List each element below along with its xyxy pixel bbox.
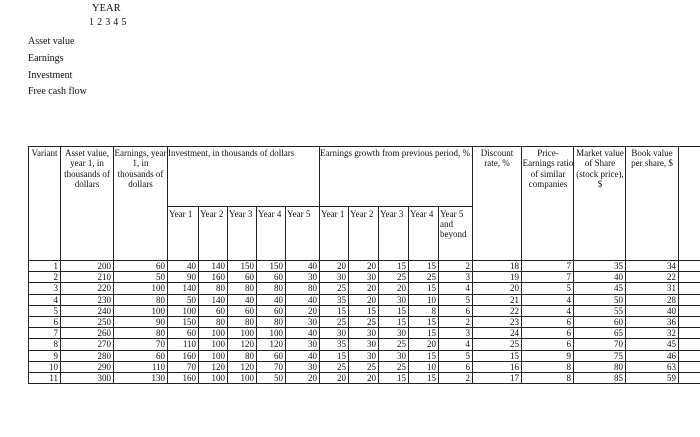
table-cell: 6 xyxy=(566,339,571,350)
table-cell: 20 xyxy=(337,373,346,383)
table-cell: 4 xyxy=(566,294,571,305)
table-cell: 50 xyxy=(187,294,196,305)
table-cell: 23 xyxy=(510,317,519,327)
table-cell: 280 xyxy=(97,350,111,361)
table-cell: 15 xyxy=(397,317,406,327)
table-cell: 20 xyxy=(367,373,376,383)
table-cell: 4 xyxy=(465,283,470,294)
table-cell: 30 xyxy=(367,328,376,339)
investment-label: Investment xyxy=(28,70,73,81)
table-cell: 70 xyxy=(156,339,165,350)
table-cell: 3 xyxy=(465,272,470,283)
table-cell: 5 xyxy=(465,350,470,361)
table-cell: 6 xyxy=(465,305,470,316)
header-book-value: Book value per share, $ xyxy=(631,148,673,169)
table-cell: 130 xyxy=(151,373,165,383)
table-cell: 15 xyxy=(397,373,406,383)
row-variant-cell: 3 xyxy=(53,283,58,294)
subheader-growth-year: Year 3 xyxy=(380,209,404,219)
row-variant-cell: 8 xyxy=(53,339,58,350)
table-cell: 100 xyxy=(211,373,225,383)
table-cell: 20 xyxy=(397,283,406,294)
table-cell: 10 xyxy=(427,294,436,305)
year-title: YEAR xyxy=(92,3,121,14)
row-variant-cell: 9 xyxy=(53,350,58,361)
table-cell: 30 xyxy=(337,272,346,283)
table-cell: 25 xyxy=(510,339,519,350)
table-cell: 150 xyxy=(269,261,283,271)
table-cell: 10 xyxy=(427,361,436,372)
table-cell: 4 xyxy=(465,339,470,350)
table-cell: 60 xyxy=(274,350,283,361)
table-cell: 160 xyxy=(211,272,225,283)
table-cell: 100 xyxy=(182,305,196,316)
table-cell: 70 xyxy=(614,339,623,350)
table-cell: 20 xyxy=(427,339,436,350)
table-cell: 35 xyxy=(337,339,346,350)
table-cell: 60 xyxy=(274,305,283,316)
grid-line xyxy=(28,383,700,384)
table-cell: 40 xyxy=(614,272,623,283)
table-cell: 20 xyxy=(367,294,376,305)
table-cell: 50 xyxy=(274,373,283,383)
table-cell: 100 xyxy=(151,305,165,316)
subheader-investment-year: Year 5 xyxy=(287,209,311,219)
table-cell: 65 xyxy=(614,328,623,339)
table-cell: 80 xyxy=(614,361,623,372)
earnings-label: Earnings xyxy=(28,53,64,64)
table-cell: 25 xyxy=(367,317,376,327)
table-cell: 15 xyxy=(427,350,436,361)
header-earnings-growth: Earnings growth from previous period, % xyxy=(320,148,470,158)
table-cell: 120 xyxy=(211,361,225,372)
table-cell: 40 xyxy=(308,294,317,305)
header-investment: Investment, in thousands of dollars xyxy=(168,148,295,158)
table-cell: 110 xyxy=(151,361,165,372)
table-cell: 45 xyxy=(614,283,623,294)
table-cell: 20 xyxy=(367,283,376,294)
table-cell: 20 xyxy=(367,261,376,271)
table-cell: 220 xyxy=(97,283,111,294)
table-cell: 70 xyxy=(187,361,196,372)
table-cell: 19 xyxy=(510,272,519,283)
table-cell: 290 xyxy=(97,361,111,372)
table-cell: 30 xyxy=(308,339,317,350)
table-cell: 150 xyxy=(240,261,254,271)
table-cell: 60 xyxy=(187,328,196,339)
table-cell: 140 xyxy=(211,294,225,305)
table-cell: 30 xyxy=(367,350,376,361)
table-cell: 25 xyxy=(337,283,346,294)
table-cell: 80 xyxy=(216,283,225,294)
table-cell: 16 xyxy=(510,361,519,372)
table-cell: 210 xyxy=(97,272,111,283)
table-cell: 80 xyxy=(274,283,283,294)
table-cell: 40 xyxy=(274,294,283,305)
table-cell: 20 xyxy=(308,305,317,316)
table-cell: 160 xyxy=(182,373,196,383)
table-cell: 25 xyxy=(397,339,406,350)
table-cell: 6 xyxy=(566,328,571,339)
row-variant-cell: 4 xyxy=(53,294,58,305)
table-cell: 100 xyxy=(269,328,283,339)
table-cell: 100 xyxy=(151,283,165,294)
table-cell: 35 xyxy=(337,294,346,305)
table-cell: 50 xyxy=(156,272,165,283)
table-cell: 34 xyxy=(667,261,676,271)
table-cell: 80 xyxy=(216,317,225,327)
row-variant-cell: 2 xyxy=(53,272,58,283)
table-cell: 2 xyxy=(465,373,470,383)
table-cell: 25 xyxy=(427,272,436,283)
subheader-growth-year: Year 2 xyxy=(350,209,374,219)
table-cell: 60 xyxy=(156,261,165,271)
table-cell: 50 xyxy=(614,294,623,305)
table-cell: 80 xyxy=(274,317,283,327)
table-cell: 15 xyxy=(367,305,376,316)
year-numbers: 1 2 3 4 5 xyxy=(89,17,127,28)
table-cell: 25 xyxy=(337,317,346,327)
table-cell: 40 xyxy=(308,328,317,339)
header-asset-value: Asset value, year 1, in thousands of dollars xyxy=(64,148,110,190)
table-cell: 30 xyxy=(308,272,317,283)
table-cell: 2 xyxy=(465,317,470,327)
table-cell: 36 xyxy=(667,317,676,327)
subheader-investment-year: Year 1 xyxy=(169,209,193,219)
table-cell: 40 xyxy=(308,350,317,361)
table-cell: 15 xyxy=(427,373,436,383)
table-cell: 15 xyxy=(427,261,436,271)
table-cell: 90 xyxy=(156,317,165,327)
subheader-growth-year: Year 1 xyxy=(321,209,345,219)
table-cell: 140 xyxy=(182,283,196,294)
table-cell: 80 xyxy=(245,350,254,361)
table-cell: 15 xyxy=(427,317,436,327)
table-cell: 55 xyxy=(614,305,623,316)
table-cell: 18 xyxy=(510,261,519,271)
table-cell: 40 xyxy=(667,305,676,316)
table-cell: 20 xyxy=(510,283,519,294)
header-discount-rate: Discount rate, % xyxy=(480,148,514,169)
table-cell: 80 xyxy=(156,328,165,339)
table-cell: 8 xyxy=(431,305,436,316)
table-cell: 30 xyxy=(308,361,317,372)
table-cell: 63 xyxy=(667,361,676,372)
table-cell: 24 xyxy=(510,328,519,339)
table-cell: 22 xyxy=(667,272,676,283)
subheader-investment-year: Year 2 xyxy=(200,209,224,219)
table-cell: 70 xyxy=(274,361,283,372)
table-cell: 30 xyxy=(397,328,406,339)
table-cell: 110 xyxy=(182,339,196,350)
grid-line xyxy=(678,146,679,384)
table-cell: 8 xyxy=(566,373,571,383)
table-cell: 21 xyxy=(510,294,519,305)
table-cell: 85 xyxy=(614,373,623,383)
table-cell: 120 xyxy=(240,339,254,350)
row-variant-cell: 11 xyxy=(49,373,58,383)
row-variant-cell: 5 xyxy=(53,305,58,316)
table-cell: 25 xyxy=(367,361,376,372)
table-cell: 60 xyxy=(274,272,283,283)
header-pe-ratio: Price-Earnings ratio of similar companies xyxy=(522,148,574,190)
table-cell: 60 xyxy=(614,317,623,327)
table-cell: 160 xyxy=(182,350,196,361)
header-earnings: Earnings, year 1, in thousands of dollars xyxy=(114,148,167,190)
subheader-growth-year: Year 5 and beyond xyxy=(440,209,467,239)
subheader-investment-year: Year 4 xyxy=(258,209,282,219)
table-cell: 5 xyxy=(566,283,571,294)
subheader-growth-year: Year 4 xyxy=(410,209,434,219)
table-cell: 30 xyxy=(308,317,317,327)
table-cell: 35 xyxy=(614,261,623,271)
row-variant-cell: 7 xyxy=(53,328,58,339)
table-cell: 9 xyxy=(566,350,571,361)
row-variant-cell: 1 xyxy=(53,261,58,271)
table-cell: 240 xyxy=(97,305,111,316)
table-cell: 100 xyxy=(240,328,254,339)
table-cell: 140 xyxy=(211,261,225,271)
table-cell: 15 xyxy=(510,350,519,361)
table-cell: 4 xyxy=(566,305,571,316)
table-cell: 15 xyxy=(397,305,406,316)
table-cell: 15 xyxy=(427,283,436,294)
table-cell: 45 xyxy=(667,339,676,350)
table-cell: 22 xyxy=(510,305,519,316)
table-cell: 30 xyxy=(397,294,406,305)
table-cell: 90 xyxy=(187,272,196,283)
free-cash-flow-label: Free cash flow xyxy=(28,86,87,97)
table-cell: 5 xyxy=(465,294,470,305)
table-cell: 120 xyxy=(240,361,254,372)
table-cell: 80 xyxy=(245,317,254,327)
table-cell: 300 xyxy=(97,373,111,383)
table-cell: 8 xyxy=(566,361,571,372)
table-cell: 40 xyxy=(187,261,196,271)
table-cell: 3 xyxy=(465,328,470,339)
table-cell: 15 xyxy=(337,350,346,361)
table-cell: 30 xyxy=(397,350,406,361)
table-cell: 60 xyxy=(156,350,165,361)
table-cell: 60 xyxy=(245,272,254,283)
header-market-value: Market value of Share (stock price), $ xyxy=(576,148,624,190)
table-cell: 100 xyxy=(240,373,254,383)
table-cell: 7 xyxy=(566,272,571,283)
table-cell: 40 xyxy=(245,294,254,305)
table-cell: 200 xyxy=(97,261,111,271)
table-cell: 59 xyxy=(667,373,676,383)
asset-value-label: Asset value xyxy=(28,36,75,47)
row-variant-cell: 10 xyxy=(49,361,58,372)
table-cell: 80 xyxy=(245,283,254,294)
table-cell: 150 xyxy=(182,317,196,327)
table-cell: 6 xyxy=(465,361,470,372)
table-cell: 30 xyxy=(367,339,376,350)
subheader-investment-year: Year 3 xyxy=(229,209,253,219)
table-cell: 46 xyxy=(667,350,676,361)
table-cell: 20 xyxy=(308,373,317,383)
table-cell: 31 xyxy=(667,283,676,294)
table-cell: 28 xyxy=(667,294,676,305)
table-cell: 30 xyxy=(367,272,376,283)
table-cell: 60 xyxy=(245,305,254,316)
table-cell: 270 xyxy=(97,339,111,350)
table-cell: 100 xyxy=(211,339,225,350)
table-cell: 7 xyxy=(566,261,571,271)
table-cell: 2 xyxy=(465,261,470,271)
table-cell: 25 xyxy=(397,272,406,283)
table-cell: 40 xyxy=(308,261,317,271)
table-cell: 6 xyxy=(566,317,571,327)
table-cell: 25 xyxy=(337,361,346,372)
table-cell: 75 xyxy=(614,350,623,361)
table-cell: 230 xyxy=(97,294,111,305)
table-cell: 17 xyxy=(510,373,519,383)
table-cell: 100 xyxy=(211,350,225,361)
grid-line xyxy=(28,146,700,147)
table-cell: 30 xyxy=(337,328,346,339)
table-cell: 20 xyxy=(337,261,346,271)
table-cell: 25 xyxy=(397,361,406,372)
table-cell: 60 xyxy=(216,305,225,316)
table-cell: 15 xyxy=(427,328,436,339)
table-cell: 15 xyxy=(337,305,346,316)
table-cell: 120 xyxy=(269,339,283,350)
table-cell: 15 xyxy=(397,261,406,271)
table-cell: 250 xyxy=(97,317,111,327)
table-cell: 80 xyxy=(308,283,317,294)
table-cell: 32 xyxy=(667,328,676,339)
header-variant: Variant xyxy=(31,148,58,158)
table-cell: 260 xyxy=(97,328,111,339)
table-cell: 80 xyxy=(156,294,165,305)
row-variant-cell: 6 xyxy=(53,317,58,327)
table-cell: 100 xyxy=(211,328,225,339)
